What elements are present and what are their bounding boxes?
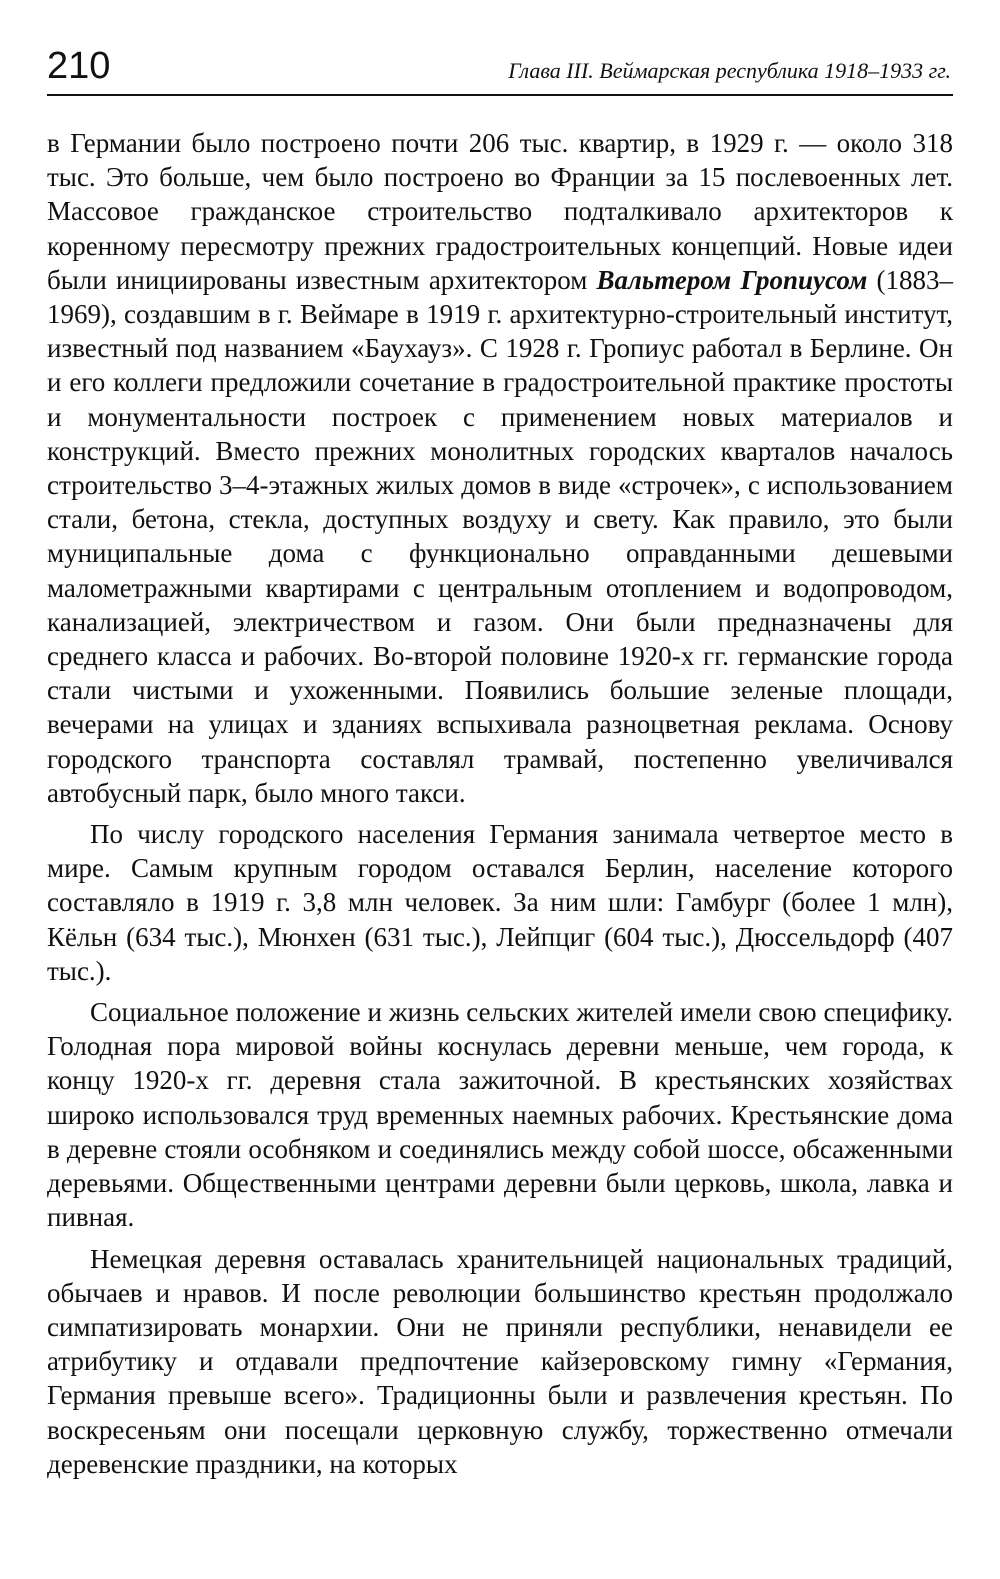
paragraph-1-text-end: (1883–1969), создавшим в г. Веймаре в 1919 г. архитектурно-строительный институт, известный под названием «Баухауз». С 1928 г. Гропиус работал в Берлине. Он и его коллеги предложили сочетание в градостроительной практике простоты и монументальности построек с применением новых материалов и конструкций. Вместо прежних монолитных городских кварталов началось строительство 3–4-этажных жилых домов в виде «строчек», с использованием стали, бетона, стекла, доступных воздуху и свету. Как правило, это были муниципальные дома с функционально оправданными дешевыми малометражными квартирами с центральным отоплением и водопроводом, канализацией, электричеством и газом. Они были предназначены для среднего класса и рабочих. Во-второй половине 1920-х гг. германские города стали чистыми и ухоженными. Появились большие зеленые площади, вечерами на улицах и зданиях вспыхивала разноцветная реклама. Основу городского транспорта составлял трамвай, постепенно увеличивался автобусный парк, было много такси. <box>47 264 953 808</box>
paragraph-4: Немецкая деревня оставалась хранительницей национальных традиций, обычаев и нравов. И после революции большинство крестьян продолжало симпатизировать монархии. Они не приняли республики, ненавидели ее атрибутику и отдавали предпочтение кайзеровскому гимну «Германия, Германия превыше всего». Традиционны были и развлечения крестьян. По воскресеньям они посещали церковную службу, торжественно отмечали деревенские праздники, на которых <box>47 1243 953 1479</box>
paragraph-3: Социальное положение и жизнь сельских жителей имели свою специфику. Голодная пора мировой войны коснулась деревни меньше, чем города, к концу 1920-х гг. деревня стала зажиточной. В крестьянских хозяйствах широко использовался труд временных наемных рабочих. Крестьянские дома в деревне стояли особняком и соединялись между собой шоссе, обсаженными деревьями. Общественными центрами деревни были церковь, школа, лавка и пивная. <box>47 997 953 1233</box>
emphasized-name: Вальтером Гропиусом <box>596 264 868 295</box>
book-page <box>47 0 953 1579</box>
running-header <box>47 42 953 96</box>
paragraph-1 <box>47 126 953 810</box>
page-number: 210 <box>47 45 111 87</box>
body-text <box>47 126 953 1488</box>
chapter-title: Глава III. Веймарская республика 1918–1933 гг. <box>508 58 951 83</box>
paragraph-1-text-start: в Германии было построено почти 206 тыс. квартир, в 1929 г. — около 318 тыс. Это больше, чем было построено во Франции за 15 послевоенных лет. Массовое гражданское строительство подталкивало архитекторов к коренному пересмотру прежних градостроительных концепций. Новые идеи были инициированы известным архитектором <box>47 128 953 295</box>
paragraph-2: По числу городского населения Германия занимала четвертое место в мире. Самым крупным городом оставался Берлин, население которого составляло в 1919 г. 3,8 млн человек. За ним шли: Гамбург (более 1 млн), Кёльн (634 тыс.), Мюнхен (631 тыс.), Лейпциг (604 тыс.), Дюссельдорф (407 тыс.). <box>47 819 953 986</box>
